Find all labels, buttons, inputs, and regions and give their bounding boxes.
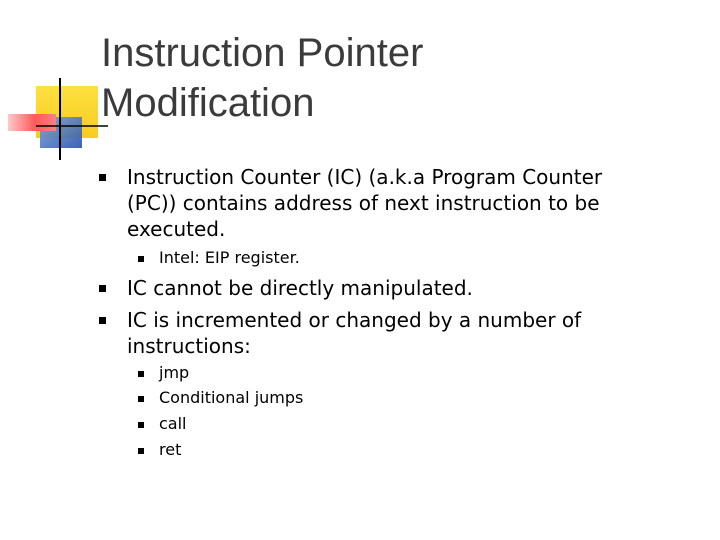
- sub-bullet-marker-icon: [138, 422, 144, 428]
- bullet-3-sub-3: call: [159, 414, 187, 433]
- bullet-1-line-2: (PC)) contains address of next instruction to be: [127, 191, 600, 215]
- bullet-1-text: [127, 164, 667, 242]
- bullet-3-text: [127, 307, 667, 359]
- bullet-1-line-3: executed.: [127, 217, 226, 241]
- sub-bullet-marker-icon: [138, 371, 144, 377]
- bullet-1-sub-1: Intel: EIP register.: [159, 248, 300, 267]
- slide-title-line-2: Modification: [101, 81, 315, 125]
- sub-bullet-marker-icon: [138, 256, 144, 262]
- bullet-marker-icon: [99, 285, 106, 292]
- bullet-1-line-1: Instruction Counter (IC) (a.k.a Program Counter: [127, 165, 603, 189]
- bullet-2-text: [127, 275, 667, 301]
- sub-bullet-marker-icon: [138, 396, 144, 402]
- bullet-3-line-1: IC is incremented or changed by a number of: [127, 308, 582, 332]
- slide-title-line-1: Instruction Pointer: [101, 31, 424, 75]
- bullet-2-line-1: IC cannot be directly manipulated.: [127, 276, 473, 300]
- sub-bullet-marker-icon: [138, 448, 144, 454]
- bullet-marker-icon: [99, 174, 106, 181]
- bullet-marker-icon: [99, 317, 106, 324]
- bullet-3-sub-2: Conditional jumps: [159, 388, 304, 407]
- bullet-3-sub-1: jmp: [159, 363, 190, 382]
- bullet-3-sub-4: ret: [159, 440, 182, 459]
- bullet-3-line-2: instructions:: [127, 334, 251, 358]
